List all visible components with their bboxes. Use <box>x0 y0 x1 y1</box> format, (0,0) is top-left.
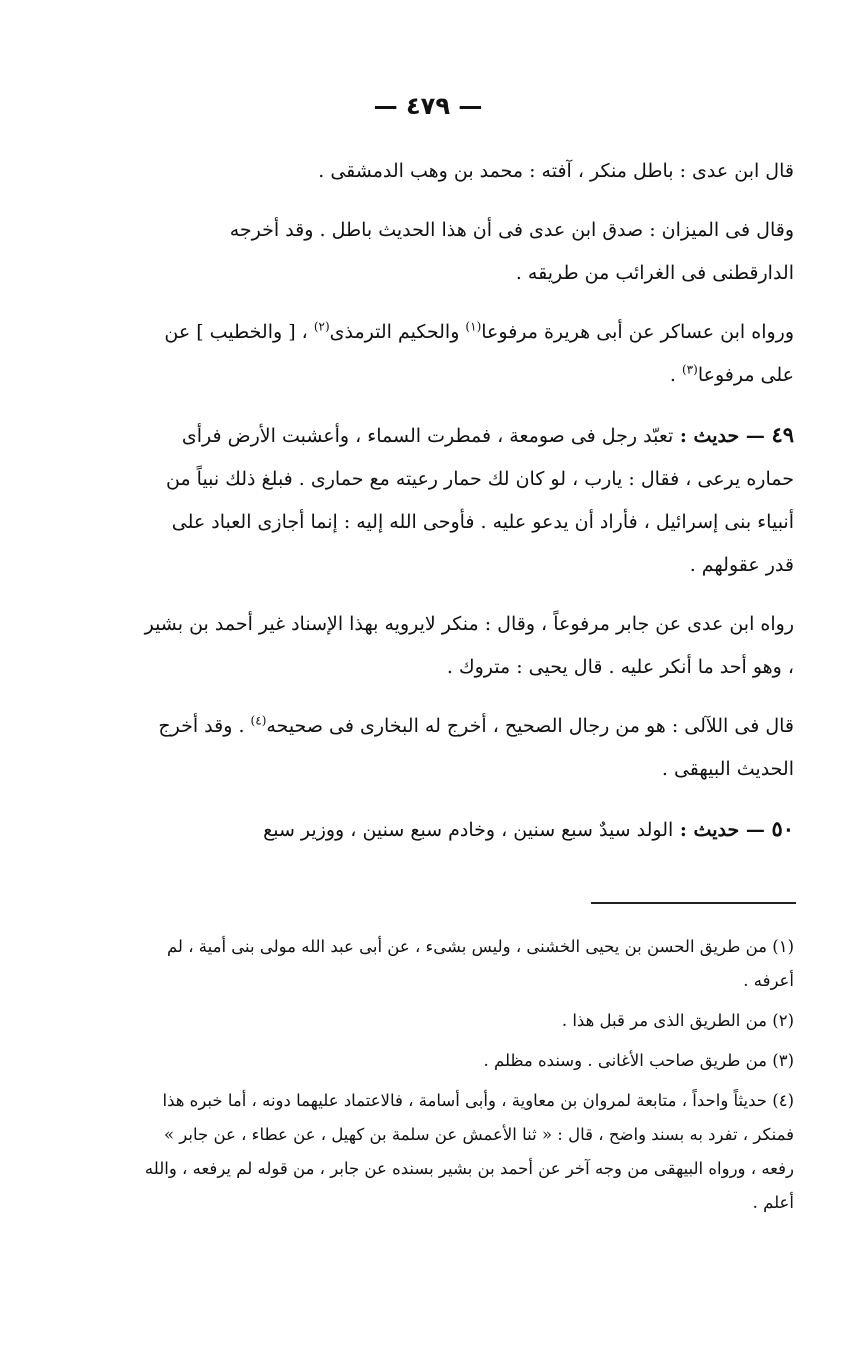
narration-text-a: ورواه ابن عساكر عن أبى هريرة مرفوعا <box>481 321 794 343</box>
footnote-ref-4: (٤) <box>250 713 267 728</box>
main-text <box>144 150 794 868</box>
paragraph-narrations <box>144 311 794 397</box>
hadith-text: الولد سيدٌ سبع سنين ، وخادم سبع سنين ، ووزير سبع <box>263 819 674 841</box>
narration-text-c: ، [ والخطيب ] عن على مرفوعا <box>164 321 794 386</box>
footnotes <box>144 930 794 1226</box>
paragraph-mizan: وقال فى الميزان : صدق ابن عدى فى أن هذا الحديث باطل . وقد أخرجه الدارقطنى فى الغرائب من طريقه . <box>229 219 794 284</box>
page-number: — ٤٧٩ — <box>373 92 483 120</box>
footnote-ref-3: (٣) <box>681 362 698 377</box>
narration-text-d: . <box>669 364 682 386</box>
footnote-divider <box>591 902 796 904</box>
footnote-4: (٤) حديثاً واحداً ، متابعة لمروان بن معاوية ، وأبى أسامة ، فالاعتماد عليهما دونه ، أما خبره هذا فمنكر ، تفرد به بسند واضح ، قال : « ثنا الأعمش عن سلمة بن كهيل ، عن عطاء ، عن جابر » رفعه ، ورواه البيهقى من وجه آخر عن أحمد بن بشير بسنده عن جابر ، من قوله لم يرفعه ، والله أعلم . <box>144 1091 794 1212</box>
hadith-49 <box>144 413 794 587</box>
hadith-50 <box>144 807 794 852</box>
footnote-3: (٣) من طريق صاحب الأغانى . وسنده مظلم . <box>483 1051 794 1070</box>
hadith-label: — حديث : <box>673 819 772 841</box>
hadith-number: ٤٩ <box>771 422 794 447</box>
paragraph-jabir: رواه ابن عدى عن جابر مرفوعاً ، وقال : منكر لايرويه بهذا الإسناد غير أحمد بن بشير ، وهو أحد ما أنكر عليه . قال يحيى : متروك . <box>144 613 794 678</box>
narration-text-b: والحكيم الترمذى <box>329 321 466 343</box>
footnote-ref-1: (١) <box>465 319 482 334</box>
hadith-number: ٥٠ <box>771 816 794 841</box>
laali-text-a: قال فى اللآلى : هو من رجال الصحيح ، أخرج له البخارى فى صحيحه <box>266 715 794 737</box>
footnote-2: (٢) من الطريق الذى مر قبل هذا . <box>561 1011 794 1030</box>
footnote-ref-2: (٢) <box>313 319 330 334</box>
footnote-1: (١) من طريق الحسن بن يحيى الخشنى ، وليس بشىء ، عن أبى عبد الله مولى بنى أمية ، لم أعرفه . <box>166 937 794 990</box>
paragraph-laali <box>144 705 794 791</box>
hadith-text: تعبّد رجل فى صومعة ، فمطرت السماء ، وأعشبت الأرض فرأى حماره يرعى ، فقال : يارب ، لو كان لك حمار رعيته مع حمارى . فبلغ ذلك نبياً من أنبياء بنى إسرائيل ، فأراد أن يدعو عليه . فأوحى الله إليه : إنما أجازى العباد على قدر عقولهم . <box>165 425 794 576</box>
laali-text-b: . وقد أخرج الحديث البيهقى . <box>158 715 794 780</box>
hadith-label: — حديث : <box>673 425 772 447</box>
paragraph-ibn-adi: قال ابن عدى : باطل منكر ، آفته : محمد بن وهب الدمشقى . <box>318 160 794 182</box>
